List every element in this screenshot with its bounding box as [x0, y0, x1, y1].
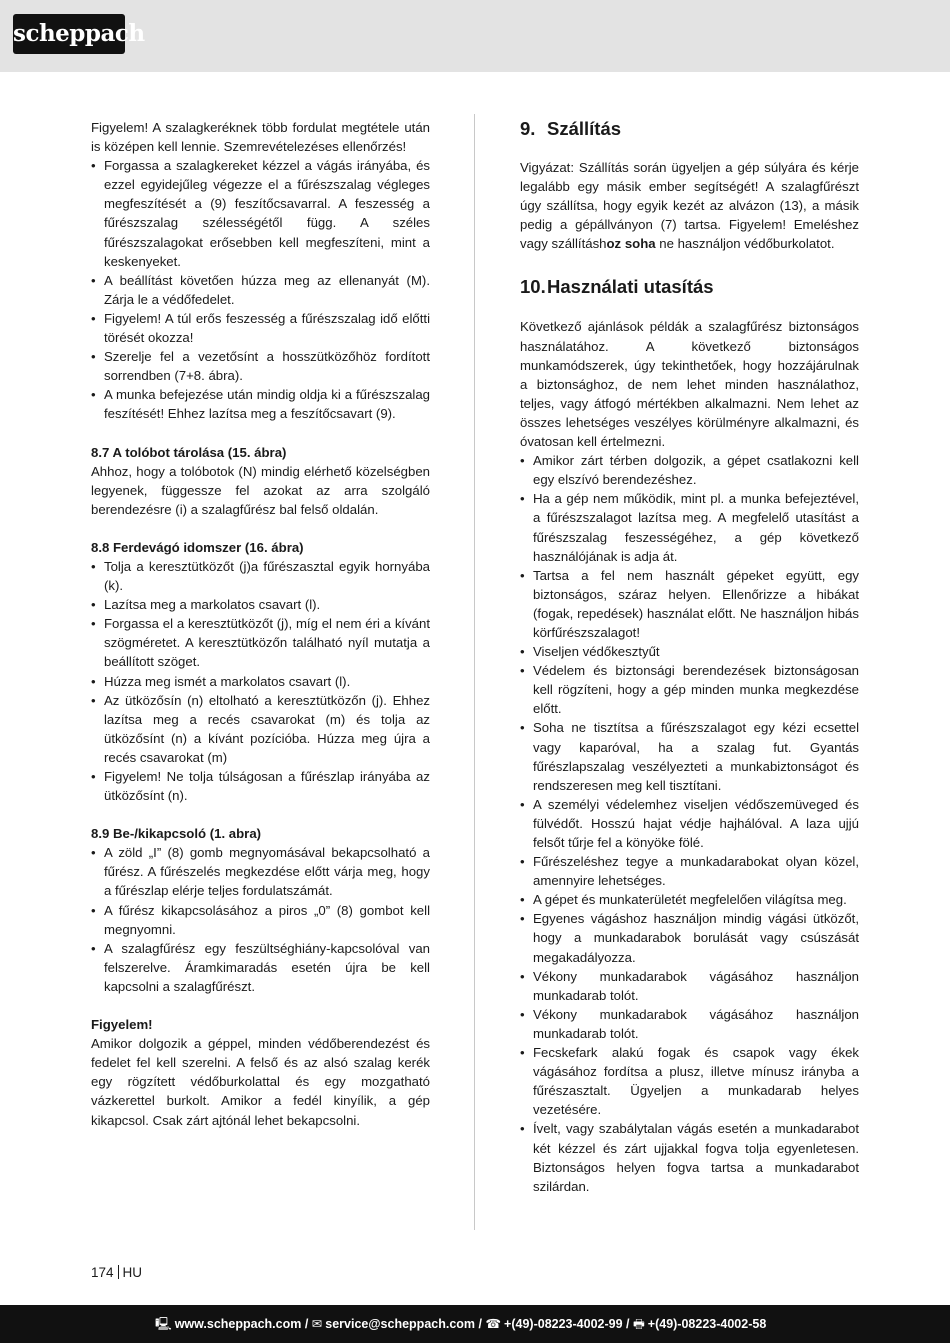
list-item: • Húzza meg ismét a markolatos csavart (l). [91, 672, 430, 691]
list-item: • Tartsa a fel nem használt gépeket együtt, egy biztonságos, száraz helyen. Ellenőrizze a hibákat (fogak, repedések) használat előtt. Ne használjon hibás körfűrészszalagot! [520, 566, 859, 642]
section-10-text: Következő ajánlások példák a szalagfűrész biztonságos használatához. A következő biztonságos munkamódszerek, úgy tekinthetőek, hogy hozzájárulnak a biztonsághoz, de nem lehet minden használathoz, teljes, vagy átfogó mértékben alkalmazni. Nem lehet az összes lehetséges veszélyes körülményre alkalmazni, és óvatosan kell értelmezni. [520, 319, 859, 450]
list-item: • A zöld „I” (8) gomb megnyomásával bekapcsolható a fűrész. A fűrészelés megkezdése előtt várja meg, hogy a fűrészlap elérje teljes fordulatszámát. [91, 843, 430, 900]
page-number-separator [118, 1265, 119, 1279]
footer-web: www.scheppach.com / [174, 1317, 309, 1331]
list-item: • Vékony munkadarabok vágásához használjon munkadarab tolót. [520, 1005, 859, 1043]
phone-icon: ☎ [485, 1317, 502, 1331]
section-8-7-title: 8.7 A tolóbot tárolása (15. ábra) [91, 444, 287, 460]
section-9-text-bold: oz soha [606, 236, 656, 252]
fax-icon: 🖶 [632, 1317, 645, 1331]
footer-email: service@scheppach.com / [325, 1317, 482, 1331]
right-column [520, 118, 859, 1196]
footer-fax: +(49)-08223-4002-58 [647, 1317, 767, 1331]
list-item: • A szalagfűrész egy feszültséghiány-kapcsolóval van felszerelve. Áramkimaradás esetén újra be kell kapcsolni a szalagfűrészt. [91, 939, 430, 996]
list-item: • Fecskefark alakú fogak és csapok vagy ékek vágásához fordítsa a plusz, illetve mínusz irányba a fűrészasztalt. Ügyeljen a munkadarab helyes vezetésére. [520, 1043, 859, 1119]
list-item: • Ívelt, vagy szabálytalan vágás esetén a munkadarabot két kézzel és zárt ujjakkal fogva tolja egyenletesen. Biztonságos helyen fogva tartsa a munkadarabot szilárdan. [520, 1119, 859, 1195]
section-9-text [520, 158, 859, 253]
page-number [91, 1265, 142, 1280]
list-item: • A fűrész kikapcsolásához a piros „0” (8) gombot kell megnyomni. [91, 901, 430, 939]
section-8-7-text: Ahhoz, hogy a tolóbotok (N) mindig elérhető közelségben legyenek, függessze fel azokat az arra szolgáló berendezésre (i) a szalagfűrész bal felső oldalán. [91, 463, 430, 517]
warning-title: Figyelem! [91, 1017, 153, 1033]
section-10-list [520, 451, 859, 1196]
list-item: • Ha a gép nem működik, mint pl. a munka befejeztével, a fűrészszalagot lazítsa meg. A megfelelő utasítást a fűrészszalag feszességéhez, a gép következő használójának is adja át. [520, 489, 859, 565]
envelope-icon: ✉ [311, 1317, 323, 1331]
section-8-8-list [91, 557, 430, 805]
section-10-title: Használati utasítás [547, 276, 714, 298]
list-item: • Vékony munkadarabok vágásához használjon munkadarab tolót. [520, 967, 859, 1005]
column-divider [474, 114, 475, 1230]
section-9-heading [520, 118, 859, 140]
page-footer [0, 1305, 950, 1343]
page-header [0, 0, 950, 72]
section-9-title: Szállítás [547, 118, 622, 139]
section-8-9-list [91, 843, 430, 996]
page-number-value: 174 [91, 1265, 114, 1280]
list-item: • Soha ne tisztítsa a fűrészszalagot egy kézi ecsettel vagy kaparóval, ha a szalag fut. Gyantás fűrészlapszalag veszélyezteti a munkabiztonságot és rendszeresen meg kell tisztítani. [520, 718, 859, 794]
scheppach-logo: scheppach [13, 14, 125, 54]
list-item: • Figyelem! A túl erős feszesség a fűrészszalag idő előtti törését okozza! [91, 309, 430, 347]
left-column [91, 118, 430, 1130]
section-9-text-a: Vigyázat: Szállítás során ügyeljen a gép súlyára és kérje legalább egy másik ember segítségét! A szalagfűrészt úgy szállítsa, hogy egyik kezét az alvázon (13), a másik pedig a gépállványon (7) tartsa. Figyelem! Emeléshez vagy szállításh [520, 160, 859, 252]
list-item: • Viseljen védőkesztyűt [520, 642, 859, 661]
list-item: • A beállítást követően húzza meg az ellenanyát (M). Zárja le a védőfedelet. [91, 271, 430, 309]
section-9-text-b: ne használjon védőburkolatot. [655, 236, 835, 252]
list-item: • Amikor zárt térben dolgozik, a gépet csatlakozni kell egy elszívó berendezéshez. [520, 451, 859, 489]
list-item: • Az ütközősín (n) eltolható a keresztütközőn (j). Ehhez lazítsa meg a recés csavarokat (m) és tolja az ütközősínt (n) a kívánt pozícióba. Húzza meg újra a recés csavarokat (m) [91, 691, 430, 767]
list-item: • Tolja a keresztütközőt (j)a fűrészasztal egyik hornyába (k). [91, 557, 430, 595]
page-language: HU [122, 1265, 143, 1280]
section-8-8-title: 8.8 Ferdevágó idomszer (16. ábra) [91, 539, 304, 555]
list-item: • A munka befejezése után mindig oldja ki a fűrészszalag feszítését! Ehhez lazítsa meg a feszítőcsavart (9). [91, 385, 430, 423]
intro-paragraph: Figyelem! A szalagkeréknek több fordulat megtétele után is középen kell lennie. Szemrevételezéses ellenőrzés! [91, 120, 430, 155]
list-item: • A személyi védelemhez viseljen védőszemüveged és fülvédőt. Hosszú hajat védje hajhálóval. A laza ujjú felsőt tűrje fel a könyöke fölé. [520, 795, 859, 852]
list-item: • Forgassa a szalagkereket kézzel a vágás irányába, és ezzel egyidejűleg végezze el a fűrészszalag végleges megfeszítését a (9) feszítőcsavarral. A feszesség a fűrészszalag szélességétől függ. A széles fűrészszalagokat erősebben kell megfeszíteni, mint a keskenyeket. [91, 156, 430, 271]
section-10-heading [520, 276, 859, 298]
list-item: • Forgassa el a keresztütközőt (j), míg el nem éri a kívánt szögméretet. A keresztütközőn található nyíl mutatja a beállított szöget. [91, 614, 430, 671]
list-item: • Fűrészeléshez tegye a munkadarabokat olyan közel, amennyire lehetséges. [520, 852, 859, 890]
list-item: • Lazítsa meg a markolatos csavart (l). [91, 595, 430, 614]
footer-contact-line [155, 1305, 766, 1343]
section-8-9-title: 8.9 Be-/kikapcsoló (1. abra) [91, 826, 262, 842]
footer-phone: +(49)-08223-4002-99 / [504, 1317, 630, 1331]
list-item: • Védelem és biztonsági berendezések biztonságosan kell rögzíteni, hogy a gép minden munka megkezdése előtt. [520, 661, 859, 718]
list-item: • Szerelje fel a vezetősínt a hosszütközőhöz fordított sorrendben (7+8. ábra). [91, 347, 430, 385]
list-item: • Figyelem! Ne tolja túlságosan a fűrészlap irányába az ütközősínt (n). [91, 767, 430, 805]
tension-bullet-list [91, 156, 430, 423]
list-item: • A gépet és munkaterületét megfelelően világítsa meg. [520, 890, 859, 909]
computer-icon: 🖳 [155, 1317, 172, 1331]
list-item: • Egyenes vágáshoz használjon mindig vágási ütközőt, hogy a munkadarabok borulását vagy csúszását megakadályozza. [520, 909, 859, 966]
section-10-number: 10. [520, 276, 546, 298]
section-9-number: 9. [520, 118, 536, 139]
warning-text: Amikor dolgozik a géppel, minden védőberendezést és fedelet fel kell szerelni. A felső és az alsó szalag kerék egy rögzített védőburkolattal és egy mozgatható vázkerettel burkolt. Amikor a fedél kinyílik, a gép kikapcsol. Csak zárt ajtónál lehet bekapcsolni. [91, 1036, 430, 1128]
